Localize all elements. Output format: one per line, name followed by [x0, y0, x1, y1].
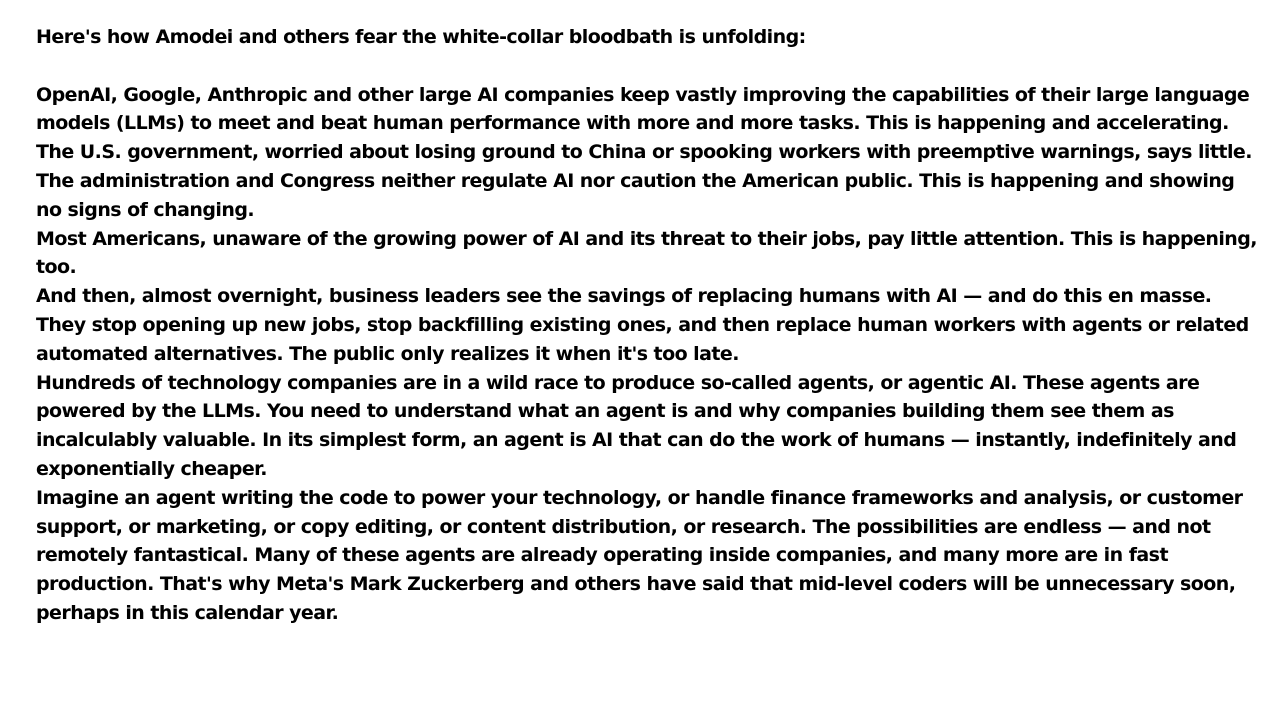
- paragraph-imagine-agent: Imagine an agent writing the code to power your technology, or handle finance frameworks and analysis, or customer support, or marketing, or copy editing, or content distribution, or research. The possibilities are endless — and not remotely fantastical. Many of these agents are already operating inside companies, and many more are in fast production. That's why Meta's Mark Zuckerberg and others have said that mid-level coders will be unnecessary soon, perhaps in this calendar year.: [36, 486, 1243, 624]
- paragraph-us-government: The U.S. government, worried about losing ground to China or spooking workers with preemptive warnings, says little. The administration and Congress neither regulate AI nor caution the American public. This is happening and showing no signs of changing.: [36, 141, 1252, 221]
- paragraph-agents-race: Hundreds of technology companies are in a wild race to produce so-called agents, or agentic AI. These agents are powered by the LLMs. You need to understand what an agent is and why companies building them see them as incalculably valuable. In its simplest form, an agent is AI that can do the work of humans — instantly, indefinitely and exponentially cheaper.: [36, 371, 1237, 480]
- document-heading: Here's how Amodei and others fear the white-collar bloodbath is unfolding:: [36, 26, 806, 48]
- document-body: [36, 23, 1260, 628]
- paragraph-business-leaders: And then, almost overnight, business leaders see the savings of replacing humans with AI — and do this en masse. They stop opening up new jobs, stop backfilling existing ones, and then replace human workers with agents or related automated alternatives. The public only realizes it when it's too late.: [36, 285, 1249, 365]
- paragraph-ai-companies: OpenAI, Google, Anthropic and other large AI companies keep vastly improving the capabilities of their large language models (LLMs) to meet and beat human performance with more and more tasks. This is happening and accelerating.: [36, 83, 1250, 135]
- paragraph-americans: Most Americans, unaware of the growing power of AI and its threat to their jobs, pay little attention. This is happening, too.: [36, 227, 1257, 279]
